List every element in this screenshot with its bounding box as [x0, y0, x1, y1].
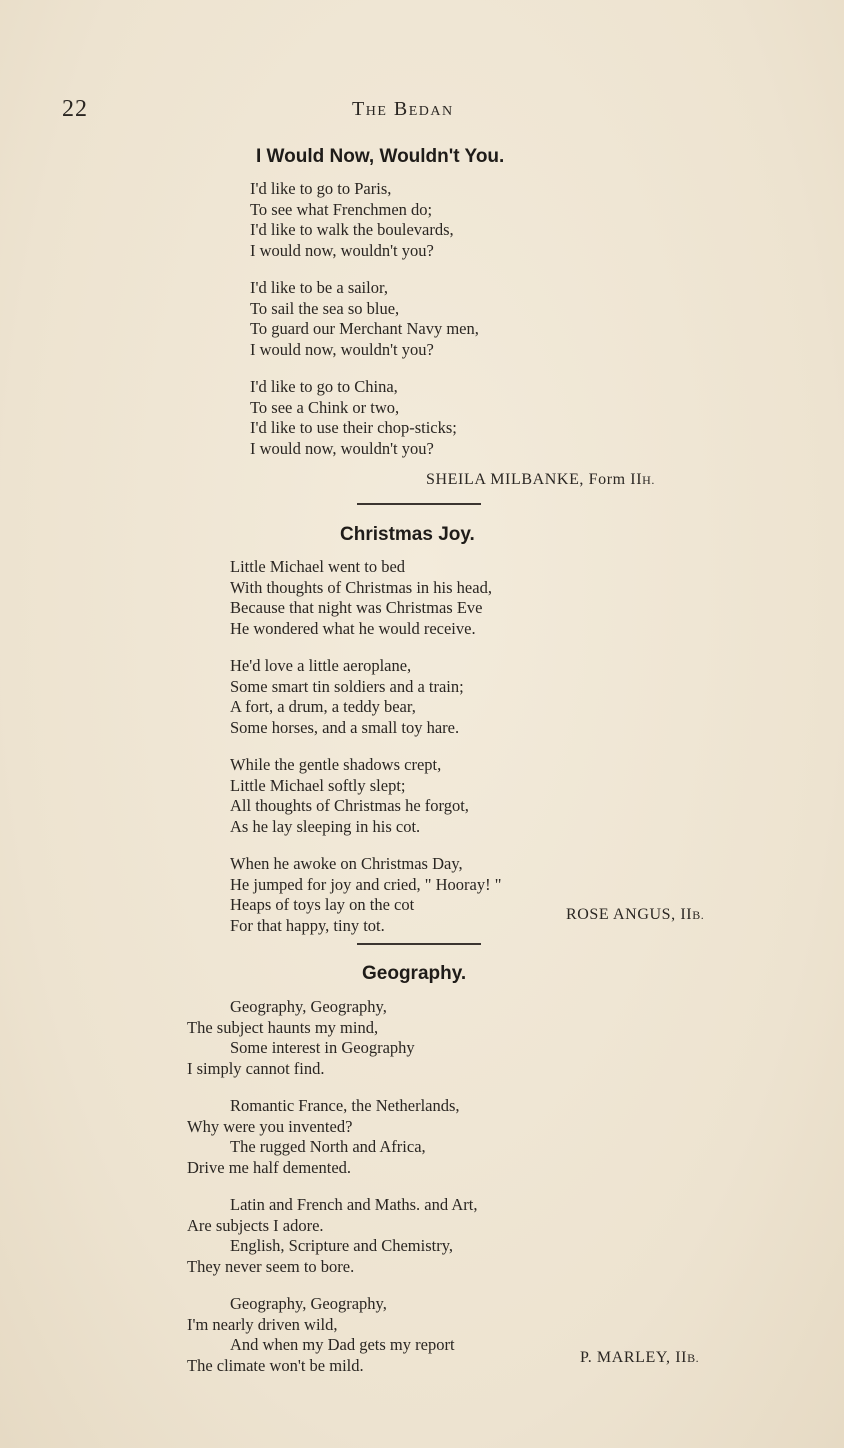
verse-line: While the gentle shadows crept,	[230, 755, 442, 774]
stanza	[230, 854, 501, 936]
verse-line: Some interest in Geography	[230, 1038, 415, 1057]
verse-line: I'd like to be a sailor,	[250, 278, 388, 297]
stanza	[187, 1096, 477, 1178]
verse-line: He'd love a little aeroplane,	[230, 656, 412, 675]
page-number: 22	[62, 96, 88, 122]
verse-line: Romantic France, the Netherlands,	[230, 1096, 460, 1115]
verse-line: The rugged North and Africa,	[230, 1137, 426, 1156]
verse-line: They never seem to bore.	[187, 1256, 355, 1276]
verse-line: A fort, a drum, a teddy bear,	[230, 697, 416, 716]
verse-line: I'd like to go to China,	[250, 377, 398, 396]
poem-body	[230, 557, 501, 953]
verse-line: Why were you invented?	[187, 1116, 353, 1136]
verse-line: The climate won't be mild.	[187, 1355, 364, 1375]
verse-line: Some horses, and a small toy hare.	[230, 717, 460, 737]
verse-line: To guard our Merchant Navy men,	[250, 319, 479, 338]
stanza	[187, 1195, 477, 1277]
verse-line: I simply cannot find.	[187, 1058, 325, 1078]
stanza	[250, 377, 479, 459]
verse-line: And when my Dad gets my report	[230, 1335, 455, 1354]
verse-line: Geography, Geography,	[230, 1294, 387, 1313]
verse-line: I'm nearly driven wild,	[187, 1314, 338, 1334]
verse-line: He wondered what he would receive.	[230, 618, 476, 638]
divider	[357, 503, 481, 505]
stanza	[250, 179, 479, 261]
verse-line: Are subjects I adore.	[187, 1215, 324, 1235]
stanza	[187, 1294, 477, 1376]
verse-line: When he awoke on Christmas Day,	[230, 854, 463, 873]
verse-line: To see what Frenchmen do;	[250, 199, 433, 219]
stanza	[250, 278, 479, 360]
poem-title: Christmas Joy.	[340, 524, 475, 545]
stanza	[187, 997, 477, 1079]
verse-line: Some smart tin soldiers and a train;	[230, 676, 464, 696]
verse-line: I would now, wouldn't you?	[250, 339, 434, 359]
verse-line: Geography, Geography,	[230, 997, 387, 1016]
verse-line: Heaps of toys lay on the cot	[230, 895, 415, 914]
stanza	[230, 755, 501, 837]
author-name: SHEILA MILBANKE, Form II	[426, 471, 643, 488]
verse-line: I would now, wouldn't you?	[250, 240, 434, 260]
author-form-suffix: B.	[687, 1351, 700, 1365]
divider	[357, 943, 481, 945]
verse-line: Little Michael softly slept;	[230, 775, 406, 795]
verse-line: Because that night was Christmas Eve	[230, 598, 483, 617]
verse-line: For that happy, tiny tot.	[230, 915, 385, 935]
poem-author	[426, 471, 655, 489]
stanza	[230, 656, 501, 738]
poem-body	[250, 179, 479, 476]
verse-line: All thoughts of Christmas he forgot,	[230, 796, 469, 815]
verse-line: With thoughts of Christmas in his head,	[230, 577, 492, 597]
author-form-suffix: B.	[692, 908, 705, 922]
verse-line: To sail the sea so blue,	[250, 298, 400, 318]
verse-line: I'd like to walk the boulevards,	[250, 220, 454, 239]
poem-title: Geography.	[362, 963, 467, 984]
verse-line: English, Scripture and Chemistry,	[230, 1236, 454, 1255]
verse-line: Drive me half demented.	[187, 1157, 352, 1177]
verse-line: To see a Chink or two,	[250, 397, 400, 417]
poem-author	[566, 906, 704, 924]
verse-line: As he lay sleeping in his cot.	[230, 816, 421, 836]
poem-title: I Would Now, Wouldn't You.	[256, 146, 505, 167]
verse-line: Latin and French and Maths. and Art,	[230, 1195, 478, 1214]
verse-line: The subject haunts my mind,	[187, 1017, 379, 1037]
verse-line: He jumped for joy and cried, " Hooray! "	[230, 874, 502, 894]
stanza	[230, 557, 501, 639]
verse-line: Little Michael went to bed	[230, 557, 406, 576]
author-name: P. MARLEY, II	[580, 1349, 688, 1366]
running-head: The Bedan	[352, 98, 454, 120]
verse-line: I would now, wouldn't you?	[250, 438, 434, 458]
author-name: ROSE ANGUS, II	[566, 906, 693, 923]
verse-line: I'd like to go to Paris,	[250, 179, 392, 198]
poem-author	[580, 1349, 699, 1367]
author-form-suffix: H.	[642, 473, 655, 487]
verse-line: I'd like to use their chop-sticks;	[250, 418, 457, 437]
poem-body	[187, 997, 477, 1393]
